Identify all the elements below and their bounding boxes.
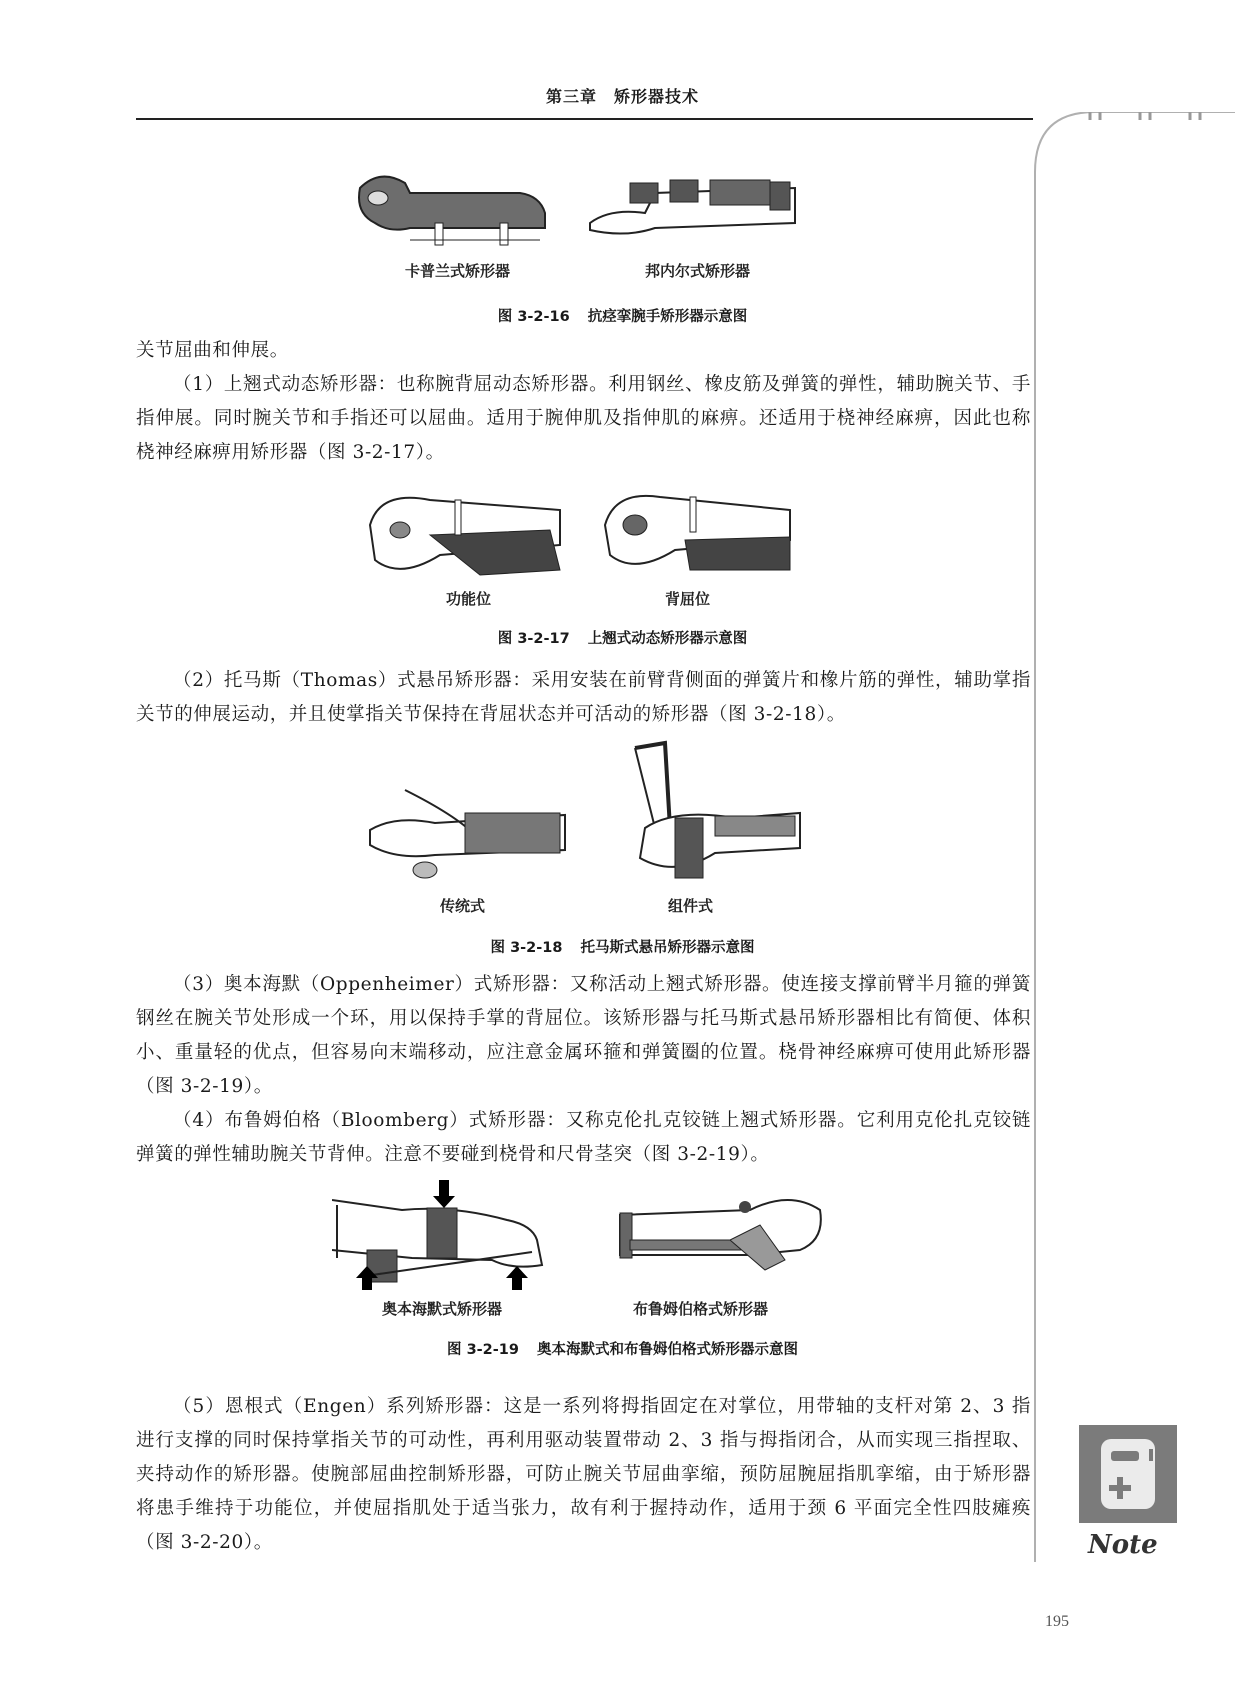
paragraph: （2）托马斯（Thomas）式悬吊矫形器：采用安装在前臂背侧面的弹簧片和橡片筋的弹性，辅助掌指关节的伸展运动，并且使掌指关节保持在背屈状态并可活动的矫形器（图 3-2-18）。: [136, 670, 1031, 725]
page-number: 195: [1045, 1613, 1069, 1630]
caption-text: 抗痉挛腕手矫形器示意图: [587, 309, 748, 325]
figure-3-2-16-right-illustration: [585, 168, 805, 258]
figure-caption: [0, 305, 1245, 326]
figure-label: 背屈位: [665, 590, 711, 608]
header-rule: [136, 118, 1033, 120]
figure-3-2-18-right-illustration: [615, 738, 805, 883]
caption-text: 托马斯式悬吊矫形器示意图: [580, 940, 755, 956]
running-header: 第三章 矫形器技术: [545, 87, 699, 106]
caption-number: 图 3-2-18: [490, 940, 563, 956]
paragraph: （3）奥本海默（Oppenheimer）式矫形器：又称活动上翘式矫形器。使连接支撑前臂半月箍的弹簧钢丝在腕关节处形成一个环，用以保持手掌的背屈位。该矫形器与托马斯式悬吊矫形器相比有简便、体积小、重量轻的优点，但容易向末端移动，应注意金属环箍和弹簧圈的位置。桡骨神经麻痹可使用此矫形器（图 3-2-19）。: [136, 974, 1031, 1097]
caption-number: 图 3-2-19: [447, 1342, 519, 1358]
figure-3-2-19-left-illustration: [332, 1180, 572, 1290]
caption-number: 图 3-2-16: [497, 309, 570, 325]
paragraph: 关节屈曲和伸展。: [136, 340, 289, 361]
paragraph: （5）恩根式（Engen）系列矫形器：这是一系列将拇指固定在对掌位，用带轴的支杆对第 2、3 指进行支撑的同时保持掌指关节的可动性，再利用驱动装置带动 2、3 指与拇指闭合，从而实现三指捏取、夹持动作的矫形器。使腕部屈曲控制矫形器，可防止腕关节屈曲挛缩，预防屈腕屈指肌挛缩，由于矫形器将患手维持于功能位，并使屈指肌处于适当张力，故有利于握持动作，适用于颈 6 平面完全性四肢瘫痪（图 3-2-20）。: [136, 1396, 1032, 1553]
figure-label: 奥本海默式矫形器: [382, 1300, 503, 1318]
figure-label: 布鲁姆伯格式矫形器: [633, 1300, 769, 1318]
note-icon: [1079, 1425, 1177, 1523]
figure-caption: [0, 627, 1245, 648]
figure-3-2-18-left-illustration: [365, 775, 585, 885]
figure-3-2-19-right-illustration: [610, 1185, 830, 1285]
figure-label: 功能位: [446, 590, 492, 608]
figure-label: 组件式: [668, 897, 714, 915]
caption-text: 上翘式动态矫形器示意图: [587, 631, 748, 647]
paragraph: （1）上翘式动态矫形器：也称腕背屈动态矫形器。利用钢丝、橡皮筋及弹簧的弹性，辅助腕关节、手指伸展。同时腕关节和手指还可以屈曲。适用于腕伸肌及指伸肌的麻痹。还适用于桡神经麻痹，因此也称桡神经麻痹用矫形器（图 3-2-17）。: [136, 374, 1031, 463]
paragraph: （4）布鲁姆伯格（Bloomberg）式矫形器：又称克伦扎克铰链上翘式矫形器。它利用克伦扎克铰链弹簧的弹性辅助腕关节背伸。注意不要碰到桡骨和尺骨茎突（图 3-2-19）。: [136, 1110, 1031, 1165]
note-label: Note: [1088, 1530, 1158, 1560]
figure-3-2-17-right-illustration: [595, 485, 805, 585]
figure-caption: [0, 1338, 1245, 1359]
figure-3-2-16-left-illustration: [350, 168, 550, 258]
figure-label: 传统式: [440, 897, 486, 915]
caption-text: 奥本海默式和布鲁姆伯格式矫形器示意图: [536, 1342, 798, 1358]
figure-caption: [0, 936, 1245, 957]
figure-label: 邦内尔式矫形器: [645, 262, 751, 280]
figure-label: 卡普兰式矫形器: [405, 262, 511, 280]
figure-3-2-17-left-illustration: [360, 485, 580, 585]
caption-number: 图 3-2-17: [497, 631, 570, 647]
